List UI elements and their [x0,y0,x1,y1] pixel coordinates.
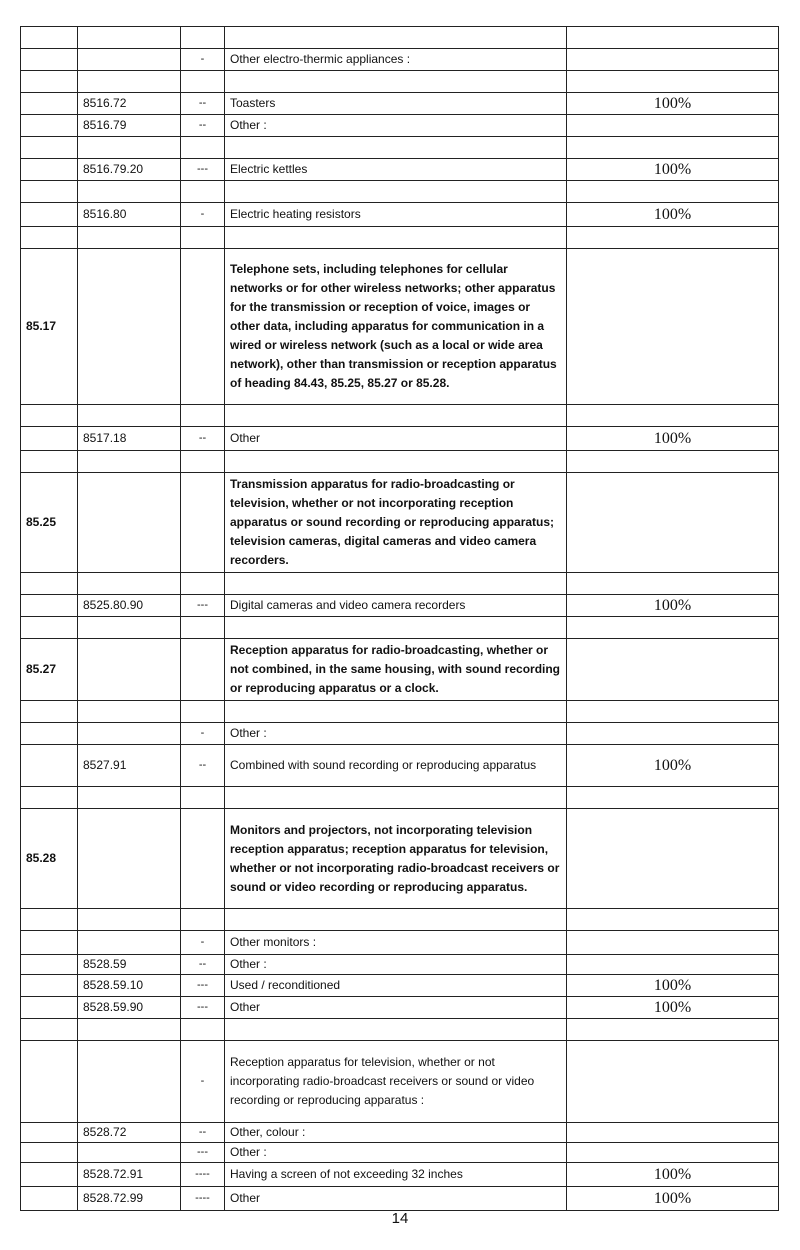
heading-number-cell [21,49,78,71]
hs-code-cell [78,473,181,573]
level-dash-cell: ---- [181,1187,225,1211]
hs-code-cell: 8528.72.99 [78,1187,181,1211]
level-dash-cell [181,909,225,931]
heading-number-cell [21,1019,78,1041]
level-dash-cell: -- [181,745,225,787]
description-cell: Other : [225,723,567,745]
hs-code-cell [78,1041,181,1123]
heading-number-cell: 85.28 [21,809,78,909]
description-cell [225,573,567,595]
heading-number-cell [21,115,78,137]
table-row [21,639,779,701]
heading-number-cell [21,203,78,227]
heading-number-cell [21,227,78,249]
hs-code-cell [78,71,181,93]
hs-code-cell [78,701,181,723]
hs-code-cell [78,639,181,701]
table-row [21,1041,779,1123]
duty-rate-cell [567,1123,779,1143]
duty-rate-cell [567,1019,779,1041]
level-dash-cell [181,71,225,93]
duty-rate-cell [567,573,779,595]
duty-rate-cell: 100% [567,997,779,1019]
duty-rate-cell [567,473,779,573]
level-dash-cell: --- [181,1143,225,1163]
description-cell [225,1019,567,1041]
table-row [21,137,779,159]
table-row [21,27,779,49]
table-row [21,115,779,137]
hs-code-cell: 8516.79.20 [78,159,181,181]
hs-code-cell: 8528.59 [78,955,181,975]
table-row [21,1143,779,1163]
hs-code-cell [78,787,181,809]
table-row [21,975,779,997]
heading-number-cell [21,1123,78,1143]
heading-number-cell [21,159,78,181]
description-cell [225,451,567,473]
description-cell [225,701,567,723]
heading-number-cell: 85.17 [21,249,78,405]
hs-code-cell [78,249,181,405]
duty-rate-cell [567,249,779,405]
description-cell: Combined with sound recording or reproducing apparatus [225,745,567,787]
heading-number-cell [21,745,78,787]
heading-number-cell [21,723,78,745]
duty-rate-cell [567,451,779,473]
level-dash-cell: ---- [181,1163,225,1187]
heading-number-cell [21,787,78,809]
description-cell: Electric kettles [225,159,567,181]
duty-rate-cell [567,909,779,931]
heading-number-cell [21,405,78,427]
heading-number-cell: 85.27 [21,639,78,701]
duty-rate-cell: 100% [567,595,779,617]
hs-code-cell: 8528.72.91 [78,1163,181,1187]
heading-number-cell [21,909,78,931]
level-dash-cell: -- [181,93,225,115]
heading-number-cell [21,71,78,93]
heading-number-cell [21,427,78,451]
duty-rate-cell [567,405,779,427]
description-cell [225,27,567,49]
duty-rate-cell: 100% [567,159,779,181]
hs-code-cell [78,27,181,49]
description-cell: Other electro-thermic appliances : [225,49,567,71]
level-dash-cell: - [181,203,225,227]
heading-number-cell [21,93,78,115]
duty-rate-cell [567,639,779,701]
description-cell: Other : [225,955,567,975]
table-row [21,723,779,745]
description-cell: Toasters [225,93,567,115]
heading-number-cell [21,997,78,1019]
table-row [21,451,779,473]
duty-rate-cell [567,227,779,249]
level-dash-cell: - [181,723,225,745]
level-dash-cell [181,473,225,573]
heading-number-cell [21,931,78,955]
hs-code-cell [78,909,181,931]
level-dash-cell: -- [181,955,225,975]
heading-number-cell [21,975,78,997]
hs-code-cell: 8516.79 [78,115,181,137]
description-cell: Other [225,997,567,1019]
level-dash-cell: -- [181,427,225,451]
level-dash-cell [181,181,225,203]
hs-code-cell [78,49,181,71]
hs-code-cell: 8528.59.90 [78,997,181,1019]
hs-code-cell: 8528.72 [78,1123,181,1143]
heading-number-cell [21,181,78,203]
table-row [21,159,779,181]
description-cell: Electric heating resistors [225,203,567,227]
hs-code-cell: 8528.59.10 [78,975,181,997]
duty-rate-cell [567,27,779,49]
duty-rate-cell [567,181,779,203]
description-cell: Other [225,1187,567,1211]
description-cell: Other monitors : [225,931,567,955]
duty-rate-cell: 100% [567,427,779,451]
heading-number-cell [21,1041,78,1123]
duty-rate-cell [567,955,779,975]
hs-code-cell [78,181,181,203]
hs-code-cell: 8527.91 [78,745,181,787]
duty-rate-cell [567,1143,779,1163]
level-dash-cell [181,227,225,249]
table-row [21,1019,779,1041]
table-row [21,93,779,115]
table-row [21,1123,779,1143]
level-dash-cell: --- [181,997,225,1019]
hs-code-cell: 8525.80.90 [78,595,181,617]
table-row [21,955,779,975]
level-dash-cell [181,787,225,809]
level-dash-cell [181,1019,225,1041]
hs-code-cell: 8516.72 [78,93,181,115]
hs-code-cell [78,405,181,427]
duty-rate-cell: 100% [567,745,779,787]
duty-rate-cell [567,49,779,71]
table-row [21,701,779,723]
tariff-table [20,26,779,1211]
description-cell: Reception apparatus for television, whether or not incorporating radio-broadcast receivers or sound or video recording or reproducing apparatus : [225,1041,567,1123]
table-row [21,71,779,93]
duty-rate-cell: 100% [567,975,779,997]
duty-rate-cell: 100% [567,203,779,227]
duty-rate-cell [567,137,779,159]
hs-code-cell [78,1143,181,1163]
heading-number-cell [21,137,78,159]
table-row [21,617,779,639]
duty-rate-cell: 100% [567,1163,779,1187]
description-cell [225,617,567,639]
duty-rate-cell [567,809,779,909]
description-cell [225,71,567,93]
level-dash-cell [181,137,225,159]
duty-rate-cell [567,1041,779,1123]
hs-code-cell [78,137,181,159]
table-row [21,49,779,71]
heading-number-cell [21,595,78,617]
description-cell: Telephone sets, including telephones for cellular networks or for other wireless networks; other apparatus for the transmission or reception of voice, images or other data, including apparatus for communication in a wired or wireless network (such as a local or wide area network), other than transmission or reception apparatus of heading 84.43, 85.25, 85.27 or 85.28. [225,249,567,405]
table-row [21,427,779,451]
level-dash-cell [181,27,225,49]
heading-number-cell [21,573,78,595]
description-cell [225,787,567,809]
description-cell: Other : [225,115,567,137]
description-cell: Other : [225,1143,567,1163]
hs-code-cell [78,617,181,639]
duty-rate-cell [567,701,779,723]
heading-number-cell [21,1163,78,1187]
duty-rate-cell [567,115,779,137]
table-row [21,931,779,955]
level-dash-cell: --- [181,975,225,997]
table-row [21,1187,779,1211]
heading-number-cell [21,27,78,49]
description-cell: Digital cameras and video camera recorders [225,595,567,617]
description-cell [225,227,567,249]
level-dash-cell: -- [181,1123,225,1143]
level-dash-cell: --- [181,159,225,181]
table-row [21,249,779,405]
hs-code-cell: 8517.18 [78,427,181,451]
description-cell [225,181,567,203]
heading-number-cell: 85.25 [21,473,78,573]
table-row [21,787,779,809]
table-row [21,745,779,787]
duty-rate-cell [567,71,779,93]
level-dash-cell [181,617,225,639]
level-dash-cell [181,573,225,595]
description-cell: Transmission apparatus for radio-broadcasting or television, whether or not incorporating reception apparatus or sound recording or reproducing apparatus; television cameras, digital cameras and video camera recorders. [225,473,567,573]
duty-rate-cell: 100% [567,1187,779,1211]
hs-code-cell [78,227,181,249]
description-cell: Other, colour : [225,1123,567,1143]
description-cell: Other [225,427,567,451]
duty-rate-cell [567,617,779,639]
level-dash-cell [181,639,225,701]
table-row [21,595,779,617]
level-dash-cell [181,249,225,405]
duty-rate-cell [567,787,779,809]
hs-code-cell [78,1019,181,1041]
table-row [21,573,779,595]
heading-number-cell [21,1143,78,1163]
hs-code-cell [78,573,181,595]
duty-rate-cell [567,931,779,955]
table-row [21,405,779,427]
table-row [21,909,779,931]
description-cell: Having a screen of not exceeding 32 inches [225,1163,567,1187]
hs-code-cell [78,809,181,909]
level-dash-cell: --- [181,595,225,617]
heading-number-cell [21,451,78,473]
description-cell [225,137,567,159]
table-row [21,203,779,227]
heading-number-cell [21,1187,78,1211]
level-dash-cell [181,701,225,723]
table-row [21,809,779,909]
level-dash-cell: - [181,49,225,71]
description-cell: Monitors and projectors, not incorporating television reception apparatus; reception apparatus for television, whether or not incorporating radio-broadcast receivers or sound or video recording or reproducing apparatus. [225,809,567,909]
table-row [21,181,779,203]
hs-code-cell: 8516.80 [78,203,181,227]
description-cell: Reception apparatus for radio-broadcasting, whether or not combined, in the same housing, with sound recording or reproducing apparatus or a clock. [225,639,567,701]
level-dash-cell: -- [181,115,225,137]
level-dash-cell [181,405,225,427]
duty-rate-cell [567,723,779,745]
level-dash-cell [181,451,225,473]
table-row [21,473,779,573]
table-row [21,1163,779,1187]
hs-code-cell [78,931,181,955]
description-cell [225,909,567,931]
hs-code-cell [78,723,181,745]
heading-number-cell [21,701,78,723]
description-cell: Used / reconditioned [225,975,567,997]
table-row [21,227,779,249]
description-cell [225,405,567,427]
level-dash-cell [181,809,225,909]
table-row [21,997,779,1019]
heading-number-cell [21,617,78,639]
level-dash-cell: - [181,931,225,955]
heading-number-cell [21,955,78,975]
page-number: 14 [391,1210,409,1227]
duty-rate-cell: 100% [567,93,779,115]
hs-code-cell [78,451,181,473]
level-dash-cell: - [181,1041,225,1123]
